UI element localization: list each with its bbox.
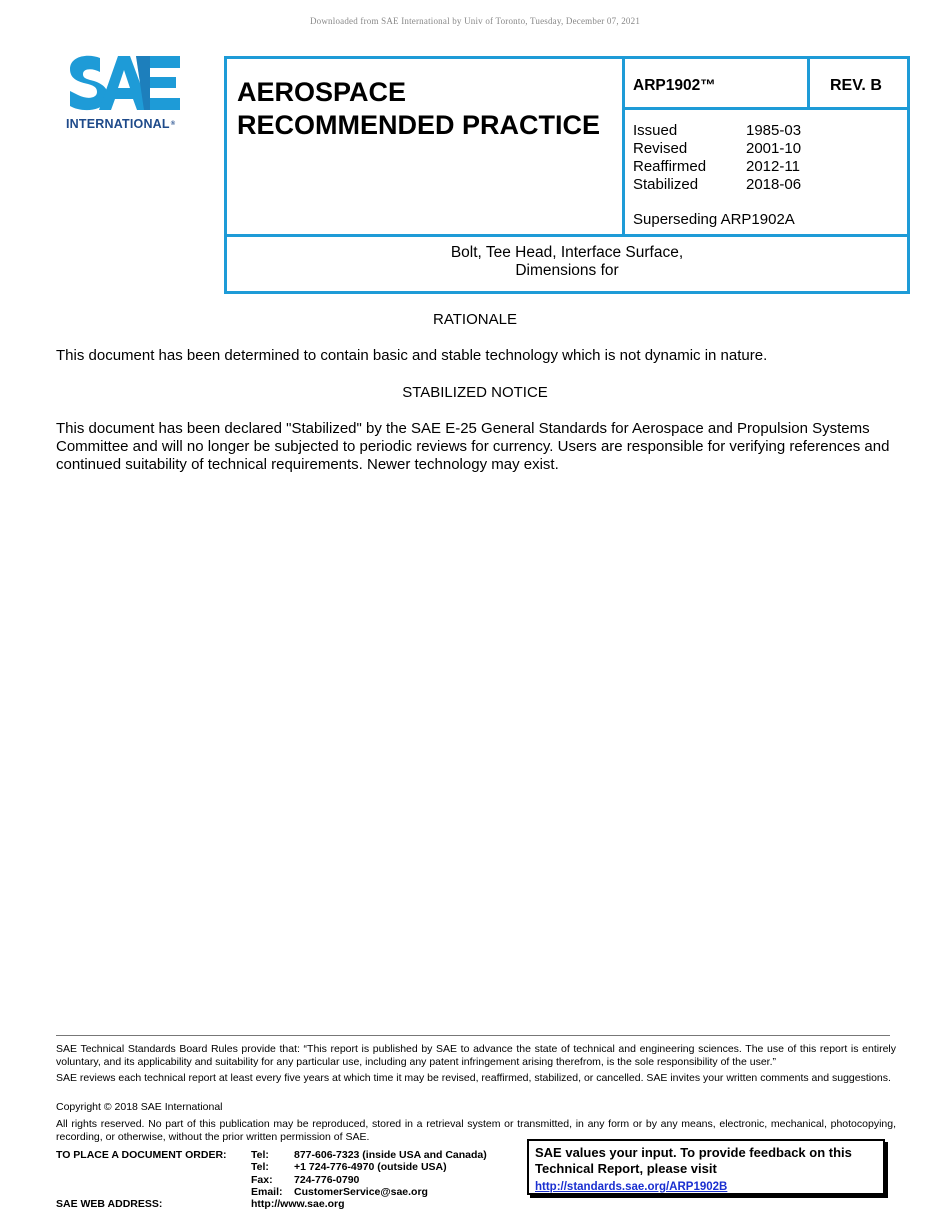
superseding-note: Superseding ARP1902A [633, 211, 795, 228]
header-divider [224, 234, 910, 237]
revision-label: REV. B [830, 77, 882, 94]
review-policy-text: SAE reviews each technical report at least every five years at which time it may be revised, reaffirmed, stabilized, or cancelled. SAE invites your written comments and suggestions. [56, 1072, 891, 1084]
download-note: Downloaded from SAE International by Univ of Toronto, Tuesday, December 07, 2021 [309, 16, 641, 26]
feedback-box [527, 1139, 885, 1195]
stabilized-heading: STABILIZED NOTICE [402, 384, 548, 401]
sae-logo [66, 54, 190, 134]
stabilized-text: This document has been declared "Stabilized" by the SAE E-25 General Standards for Aerospace and Propulsion Systems Committee and will no longer be subjected to periodic reviews for currency. Users are responsible for verifying references and continued suitability of technical requirements. Newer technology may exist. [56, 420, 890, 473]
board-rules-text: SAE Technical Standards Board Rules provide that: “This report is published by SAE to advance the state of technical and engineering sciences. The use of this report is entirely voluntary, and its applicability and suitability for any particular use, including any patent infringement arising therefrom, is the sole responsibility of the user.” [56, 1043, 896, 1068]
sae-wordmark-logo [66, 54, 182, 112]
contact-row: Fax: 724-776-0790 [251, 1173, 360, 1186]
web-address-link[interactable]: http://www.sae.org [251, 1198, 345, 1210]
copyright-text: Copyright © 2018 SAE International [56, 1101, 223, 1113]
date-row: Stabilized 2018-06 [633, 176, 802, 193]
feedback-text: SAE values your input. To provide feedback on this Technical Report, please visit [535, 1145, 852, 1176]
order-contacts [251, 1149, 487, 1198]
feedback-link[interactable]: http://standards.sae.org/ARP1902B [535, 1181, 728, 1193]
footer-divider [56, 1035, 890, 1036]
title-line: AEROSPACE [237, 77, 407, 107]
date-history [633, 122, 801, 194]
date-row: Issued 1985-03 [633, 122, 802, 139]
contact-row: Tel: 877-606-7323 (inside USA and Canada) [251, 1149, 487, 1161]
email-link[interactable]: CustomerService@sae.org [294, 1185, 428, 1198]
header-divider [622, 56, 625, 237]
header-divider [622, 107, 910, 110]
rationale-text: This document has been determined to contain basic and stable technology which is not dynamic in nature. [56, 347, 768, 364]
web-address-label: SAE WEB ADDRESS: [56, 1198, 163, 1210]
order-label: TO PLACE A DOCUMENT ORDER: [56, 1149, 227, 1161]
contact-row: Email: CustomerService@sae.org [251, 1185, 428, 1198]
document-number: ARP1902™ [633, 77, 716, 94]
rationale-heading: RATIONALE [433, 311, 517, 328]
date-row: Reaffirmed 2012-11 [633, 158, 800, 175]
subject-line: Dimensions for [515, 262, 619, 279]
header-divider [807, 56, 810, 110]
rights-text: All rights reserved. No part of this publication may be reproduced, stored in a retrieval system or transmitted, in any form or by any means, electronic, mechanical, photocopying, recording, or otherwise, without the prior written permission of SAE. [56, 1118, 896, 1143]
title-line: RECOMMENDED PRACTICE [237, 110, 601, 140]
contact-row: Tel: +1 724-776-4970 (outside USA) [251, 1161, 447, 1174]
document-type-title [237, 76, 600, 142]
date-row: Revised 2001-10 [633, 140, 802, 157]
logo-subtitle: INTERNATIONAL® [66, 117, 176, 131]
document-subject [227, 244, 907, 280]
subject-line: Bolt, Tee Head, Interface Surface, [450, 244, 684, 261]
